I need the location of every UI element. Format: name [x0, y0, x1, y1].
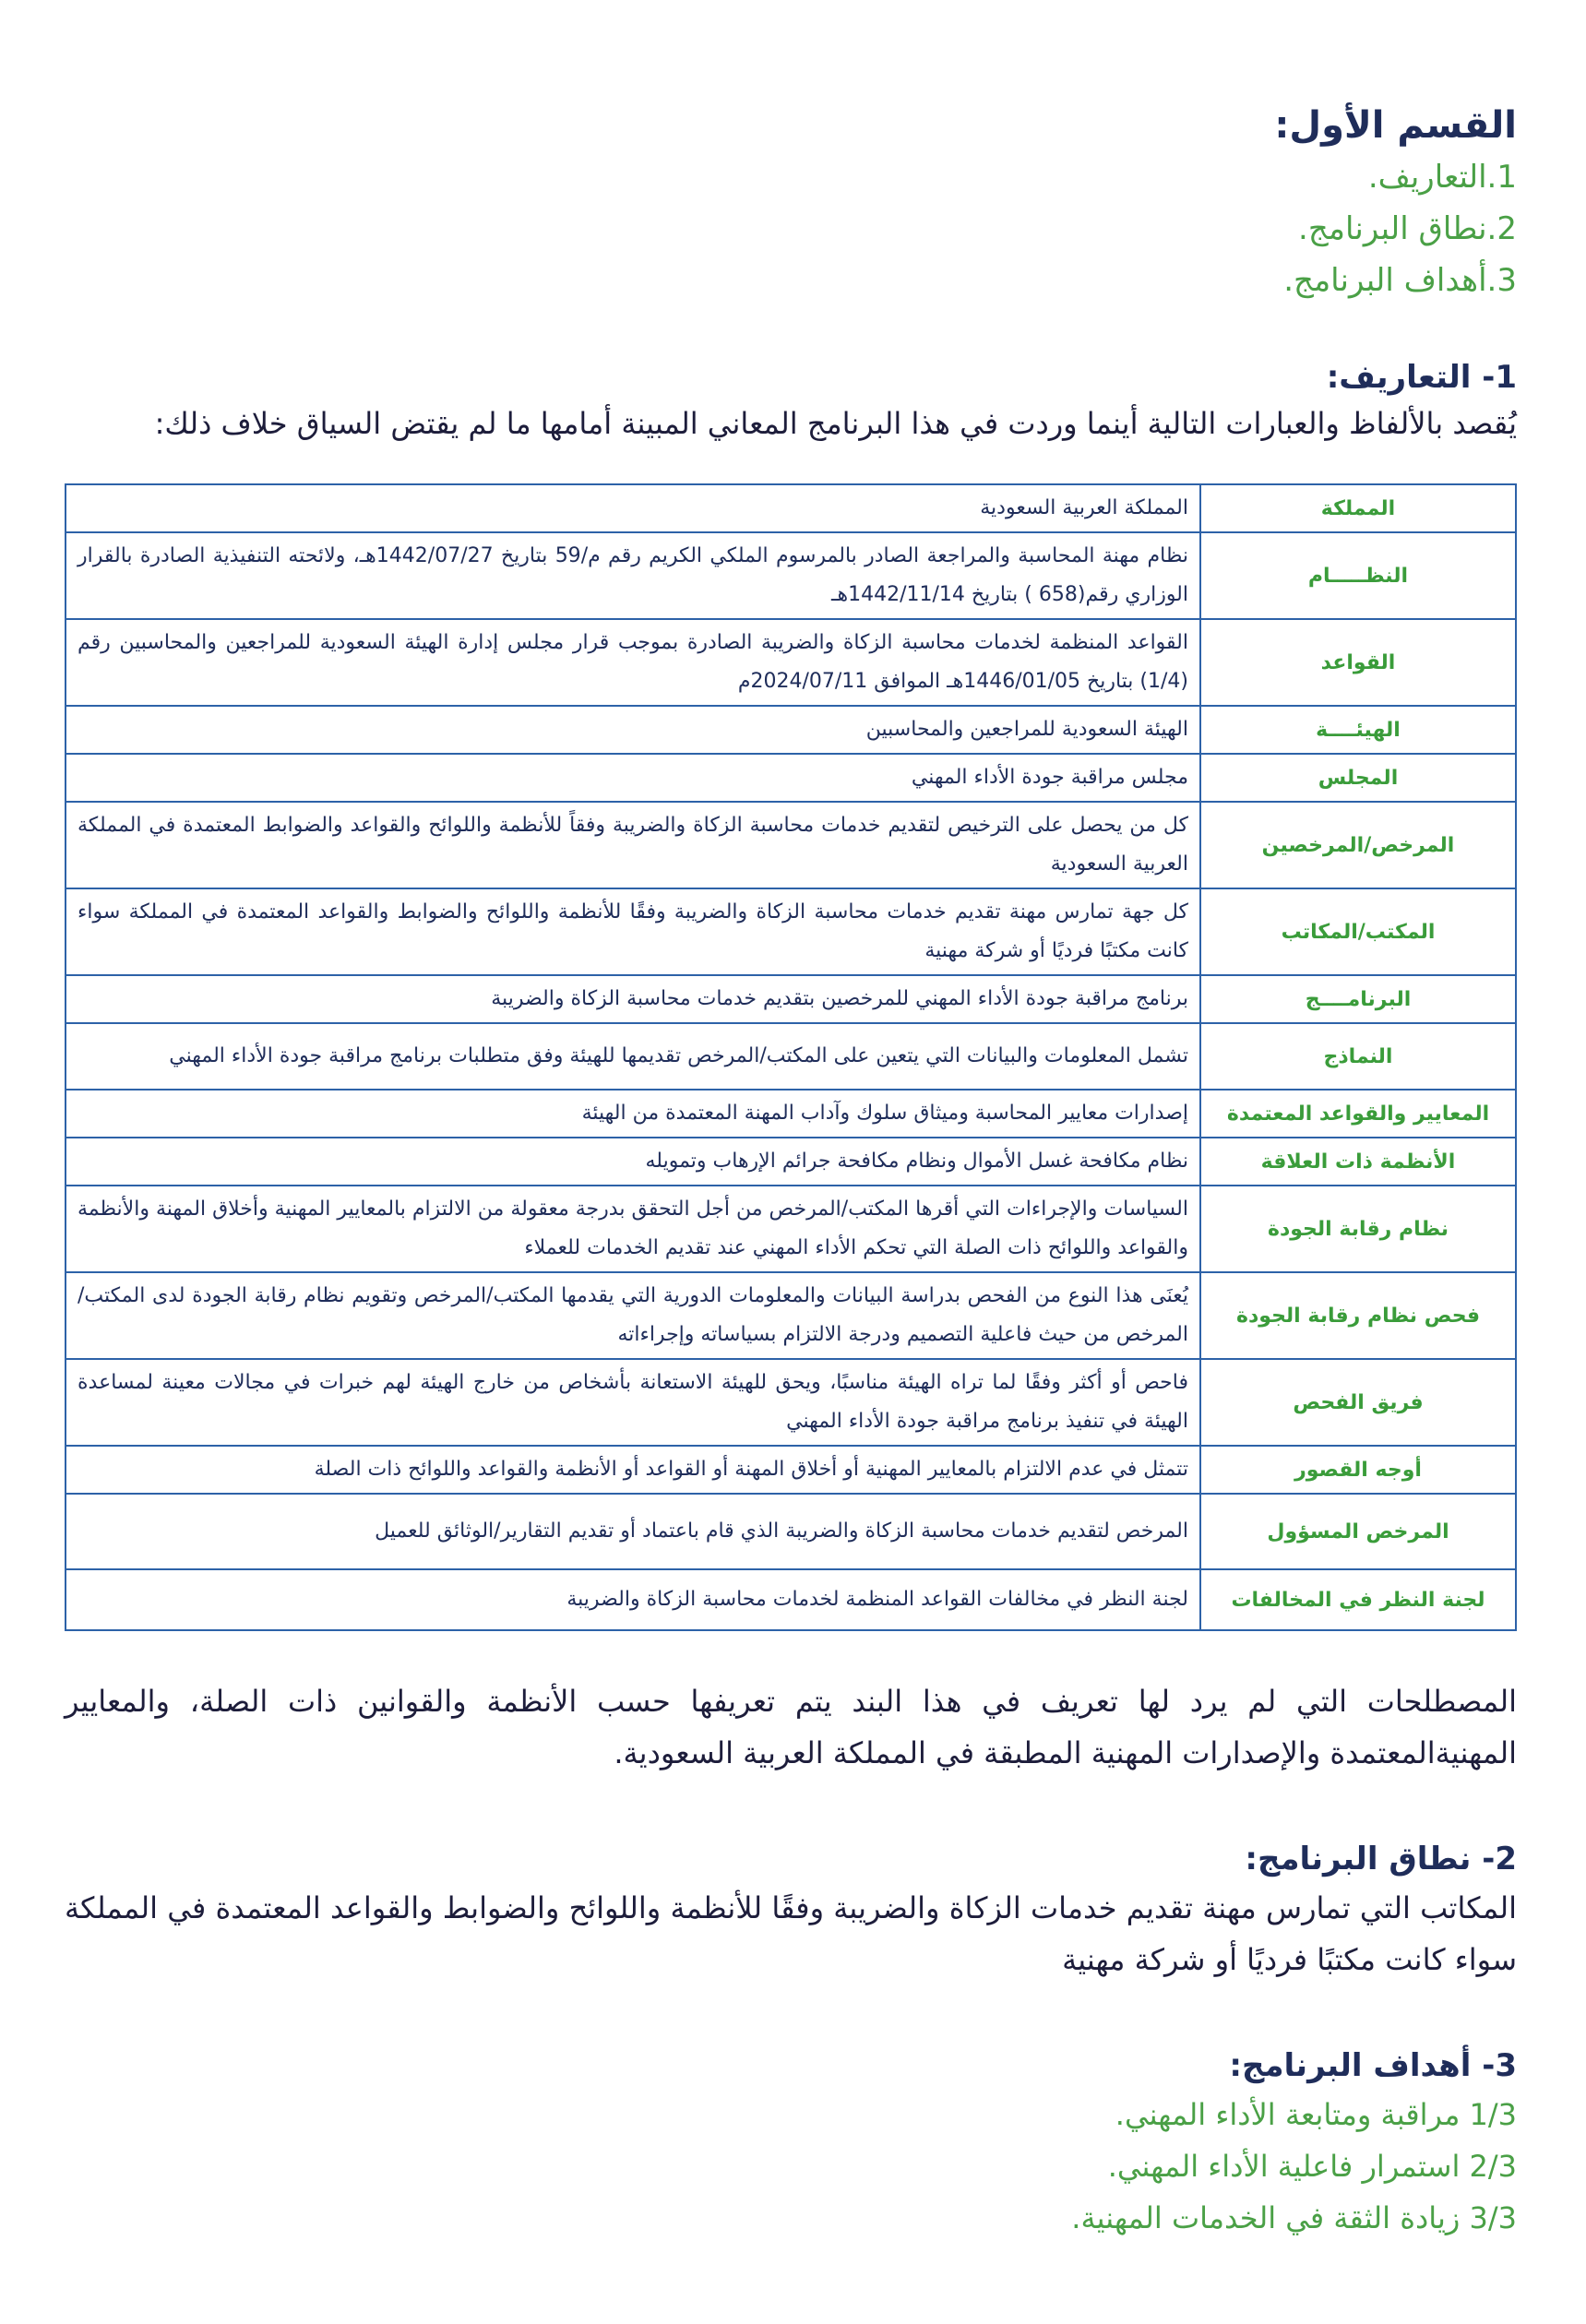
definition-description: نظام مهنة المحاسبة والمراجعة الصادر بالمرسوم الملكي الكريم رقم م/59 بتاريخ 1442/07/27هـ، ولائحته التنفيذية الصادرة بالقرار الوزاري رقم(658 ) بتاريخ 1442/11/14هـ: [66, 532, 1200, 619]
definition-term: البرنامــــج: [1200, 975, 1516, 1023]
table-row: [66, 888, 1516, 975]
definition-description: المملكة العربية السعودية: [66, 484, 1200, 532]
definition-term: المجلس: [1200, 754, 1516, 802]
definition-description: كل جهة تمارس مهنة تقديم خدمات محاسبة الزكاة والضريبة وفقًا للأنظمة واللوائح والضوابط والقواعد المعتمدة في المملكة سواء كانت مكتبًا فرديًا أو شركة مهنية: [66, 888, 1200, 975]
definition-term: أوجه القصور: [1200, 1446, 1516, 1494]
definition-description: نظام مكافحة غسل الأموال ونظام مكافحة جرائم الإرهاب وتمويله: [66, 1138, 1200, 1186]
definitions-table: [65, 483, 1517, 1631]
definition-term: نظام رقابة الجودة: [1200, 1186, 1516, 1272]
definition-term: المرخص المسؤول: [1200, 1494, 1516, 1569]
definition-term: النظـــــام: [1200, 532, 1516, 619]
table-row: [66, 532, 1516, 619]
definitions-heading: 1- التعاريف:: [1326, 359, 1517, 396]
toc-item: 1.التعاريف.: [1367, 159, 1517, 196]
table-row: [66, 1090, 1516, 1138]
definition-description: الهيئة السعودية للمراجعين والمحاسبين: [66, 706, 1200, 754]
definition-description: مجلس مراقبة جودة الأداء المهني: [66, 754, 1200, 802]
goals-list: [65, 2089, 1517, 2244]
table-row: [66, 1446, 1516, 1494]
toc-item: 3.أهداف البرنامج.: [1283, 262, 1517, 299]
definition-description: السياسات والإجراءات التي أقرها المكتب/المرخص من أجل التحقق بدرجة معقولة من الالتزام بالمعايير المهنية وأخلاق المهنة والأنظمة والقواعد واللوائح ذات الصلة التي تحكم الأداء المهني عند تقديم الخدمات للعملاء: [66, 1186, 1200, 1272]
section-title: القسم الأول:: [1274, 104, 1517, 147]
goal-item: 1/3 مراقبة ومتابعة الأداء المهني.: [1115, 2097, 1517, 2132]
definition-term: فريق الفحص: [1200, 1359, 1516, 1446]
definitions-closing: المصطلحات التي لم يرد لها تعريف في هذا البند يتم تعريفها حسب الأنظمة والقوانين ذات الصلة، والمعايير المهنيةالمعتمدة والإصدارات المهنية المطبقة في المملكة العربية السعودية.: [65, 1684, 1517, 1770]
definition-term: المكتب/المكاتب: [1200, 888, 1516, 975]
definitions-intro: يُقصد بالألفاظ والعبارات التالية أينما وردت في هذا البرنامج المعاني المبينة أمامها ما لم يقتض السياق خلاف ذلك:: [154, 406, 1517, 441]
definition-description: إصدارات معايير المحاسبة وميثاق سلوك وآداب المهنة المعتمدة من الهيئة: [66, 1090, 1200, 1138]
definition-term: فحص نظام رقابة الجودة: [1200, 1272, 1516, 1359]
table-row: [66, 975, 1516, 1023]
definition-description: تتمثل في عدم الالتزام بالمعايير المهنية أو أخلاق المهنة أو القواعد أو الأنظمة والقواعد واللوائح ذات الصلة: [66, 1446, 1200, 1494]
definition-term: النماذج: [1200, 1023, 1516, 1090]
definition-description: كل من يحصل على الترخيص لتقديم خدمات محاسبة الزكاة والضريبة وفقاً للأنظمة واللوائح والقواعد والضوابط المعتمدة في المملكة العربية السعودية: [66, 802, 1200, 888]
table-row: [66, 706, 1516, 754]
definition-term: المعايير والقواعد المعتمدة: [1200, 1090, 1516, 1138]
table-row: [66, 1359, 1516, 1446]
scope-text: المكاتب التي تمارس مهنة تقديم خدمات الزكاة والضريبة وفقًا للأنظمة واللوائح والضوابط والقواعد المعتمدة في المملكة سواء كانت مكتبًا فرديًا أو شركة مهنية: [65, 1890, 1517, 1977]
definitions-table-body: [66, 484, 1516, 1630]
table-row: [66, 1186, 1516, 1272]
table-row: [66, 1272, 1516, 1359]
table-row: [66, 1494, 1516, 1569]
definition-term: الأنظمة ذات العلاقة: [1200, 1138, 1516, 1186]
table-of-contents: [65, 151, 1517, 306]
definition-description: المرخص لتقديم خدمات محاسبة الزكاة والضريبة الذي قام باعتماد أو تقديم التقارير/الوثائق للعميل: [66, 1494, 1200, 1569]
table-row: [66, 1138, 1516, 1186]
definition-description: لجنة النظر في مخالفات القواعد المنظمة لخدمات محاسبة الزكاة والضريبة: [66, 1569, 1200, 1630]
definition-description: القواعد المنظمة لخدمات محاسبة الزكاة والضريبة الصادرة بموجب قرار مجلس إدارة الهيئة السعودية للمراجعين والمحاسبين رقم (1/4) بتاريخ 1446/01/05هـ الموافق 2024/07/11م: [66, 619, 1200, 706]
scope-heading: 2- نطاق البرنامج:: [1245, 1841, 1517, 1877]
definition-description: تشمل المعلومات والبيانات التي يتعين على المكتب/المرخص تقديمها للهيئة وفق متطلبات برنامج مراقبة جودة الأداء المهني: [66, 1023, 1200, 1090]
definition-term: المملكة: [1200, 484, 1516, 532]
definition-term: لجنة النظر في المخالفات: [1200, 1569, 1516, 1630]
goal-item: 2/3 استمرار فاعلية الأداء المهني.: [1107, 2149, 1517, 2184]
definition-description: يُعنَى هذا النوع من الفحص بدراسة البيانات والمعلومات الدورية التي يقدمها المكتب/المرخص وتقويم نظام رقابة الجودة لدى المكتب/المرخص من حيث فاعلية التصميم ودرجة الالتزام بسياساته وإجراءاته: [66, 1272, 1200, 1359]
definition-description: برنامج مراقبة جودة الأداء المهني للمرخصين بتقديم خدمات محاسبة الزكاة والضريبة: [66, 975, 1200, 1023]
definition-term: القواعد: [1200, 619, 1516, 706]
table-row: [66, 484, 1516, 532]
table-row: [66, 802, 1516, 888]
goals-heading: 3- أهداف البرنامج:: [1229, 2047, 1517, 2084]
goal-item: 3/3 زيادة الثقة في الخدمات المهنية.: [1071, 2200, 1517, 2235]
table-row: [66, 754, 1516, 802]
table-row: [66, 1569, 1516, 1630]
document-content: [65, 100, 1517, 2244]
definition-term: الهيئــــة: [1200, 706, 1516, 754]
table-row: [66, 619, 1516, 706]
definition-term: المرخص/المرخصين: [1200, 802, 1516, 888]
definition-description: فاحص أو أكثر وفقًا لما تراه الهيئة مناسبًا، ويحق للهيئة الاستعانة بأشخاص من خارج الهيئة لهم خبرات في مجالات معينة لمساعدة الهيئة في تنفيذ برنامج مراقبة جودة الأداء المهني: [66, 1359, 1200, 1446]
toc-item: 2.نطاق البرنامج.: [1298, 210, 1517, 247]
table-row: [66, 1023, 1516, 1090]
